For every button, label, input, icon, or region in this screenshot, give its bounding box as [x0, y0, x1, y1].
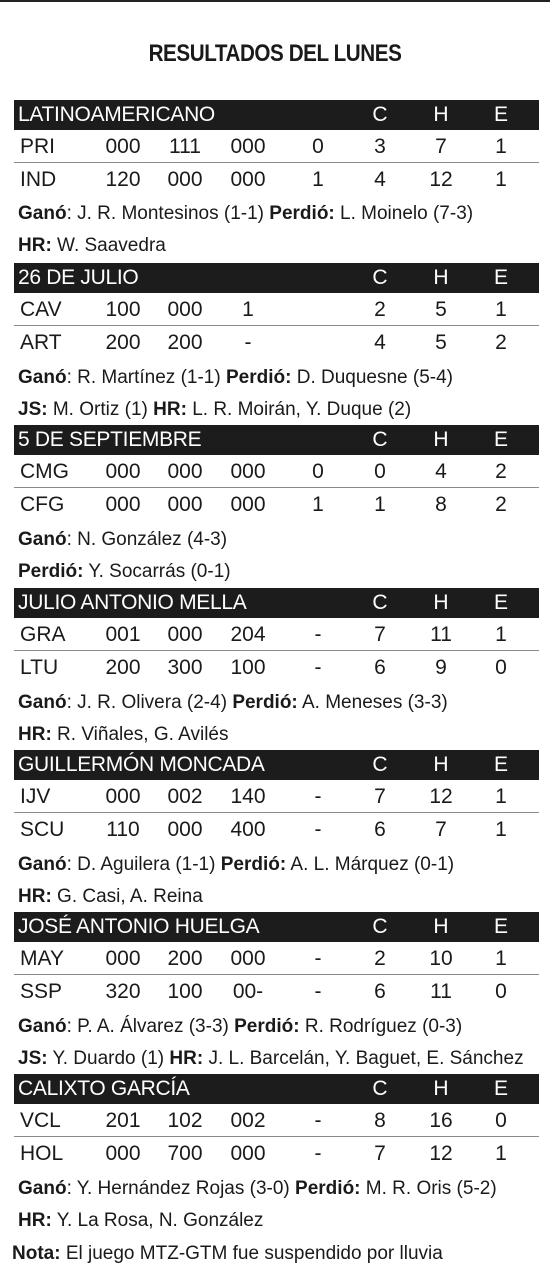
innings-1-3: 000	[105, 460, 141, 483]
runs: 7	[374, 1142, 386, 1165]
note-text: : J. R. Montesinos (1-1)	[66, 203, 270, 224]
innings-4-6: 000	[167, 623, 203, 646]
league-header	[14, 425, 539, 455]
errors: 0	[495, 1109, 507, 1132]
note-text: L. Moinelo (7-3)	[334, 203, 474, 224]
score-row	[14, 488, 539, 520]
game-note	[18, 885, 203, 909]
top-rule	[0, 0, 550, 2]
errors: 1	[495, 298, 507, 321]
note-label: HR:	[18, 1210, 52, 1231]
innings-4-6: 002	[167, 785, 203, 808]
page-title: RESULTADOS DEL LUNES	[148, 40, 402, 67]
game-note	[18, 234, 166, 258]
errors: 1	[495, 168, 507, 191]
note-text: A. Meneses (3-3)	[297, 692, 448, 713]
innings-7-9: 400	[230, 818, 266, 841]
errors: 2	[495, 493, 507, 516]
innings-7-9: 100	[230, 656, 266, 679]
note-label: Perdió:	[269, 203, 335, 224]
innings-7-9: 000	[230, 1142, 266, 1165]
column-header: C	[372, 753, 388, 776]
column-header: E	[493, 591, 508, 614]
game-note	[18, 366, 453, 390]
note-label: Perdió:	[295, 1178, 361, 1199]
hits: 11	[430, 623, 452, 646]
hits: 12	[429, 785, 453, 808]
note-text: M. Ortiz (1)	[47, 399, 154, 420]
runs: 4	[374, 331, 386, 354]
innings-4-6: 200	[167, 947, 203, 970]
errors: 1	[495, 785, 507, 808]
runs: 4	[374, 168, 386, 191]
column-header: C	[372, 915, 388, 938]
errors: 0	[495, 980, 507, 1003]
note-label: Ganó	[18, 203, 67, 224]
column-header: H	[433, 428, 449, 451]
column-header: C	[372, 591, 388, 614]
innings-1-3: 000	[105, 1142, 141, 1165]
footnote	[12, 1242, 443, 1266]
league-name: 26 DE JULIO	[18, 266, 139, 289]
innings-4-6: 000	[167, 493, 203, 516]
extra-innings: 0	[312, 135, 324, 158]
column-header: H	[433, 103, 449, 126]
column-header: C	[372, 103, 388, 126]
innings-1-3: 201	[105, 1109, 141, 1132]
hits: 16	[429, 1109, 453, 1132]
league-header	[14, 912, 539, 942]
game-block	[14, 100, 539, 195]
innings-1-3: 000	[105, 135, 141, 158]
note-label: Perdió:	[234, 1016, 300, 1037]
note-text: A. L. Márquez (0-1)	[286, 854, 455, 875]
league-header	[14, 1074, 539, 1104]
game-block	[14, 912, 539, 1007]
errors: 1	[495, 135, 507, 158]
team-code: CMG	[20, 460, 69, 483]
game-note	[18, 1047, 524, 1071]
errors: 2	[495, 460, 507, 483]
innings-1-3: 200	[105, 656, 141, 679]
team-code: LTU	[20, 656, 59, 679]
innings-1-3: 110	[106, 818, 140, 841]
game-block	[14, 750, 539, 845]
score-row	[14, 813, 539, 845]
game-note	[18, 1015, 462, 1039]
note-label: HR:	[18, 724, 52, 745]
game-block	[14, 1074, 539, 1169]
innings-7-9: -	[244, 331, 252, 354]
column-header: E	[493, 753, 508, 776]
hits: 7	[435, 135, 447, 158]
hits: 10	[429, 947, 453, 970]
extra-innings: -	[314, 1109, 322, 1132]
innings-1-3: 001	[105, 623, 141, 646]
column-header: H	[433, 915, 449, 938]
extra-innings: -	[314, 818, 322, 841]
score-row	[14, 780, 539, 813]
note-label: HR:	[153, 399, 187, 420]
runs: 8	[374, 1109, 386, 1132]
game-note	[18, 691, 448, 715]
game-note	[18, 528, 227, 552]
note-label: JS:	[18, 399, 48, 420]
errors: 1	[495, 1142, 507, 1165]
game-note	[18, 1209, 263, 1233]
team-code: HOL	[20, 1142, 64, 1165]
game-note	[18, 398, 411, 422]
note-label: Ganó	[18, 529, 67, 550]
extra-innings: -	[314, 785, 322, 808]
innings-1-3: 100	[105, 298, 141, 321]
team-code: SCU	[20, 818, 65, 841]
game-note	[18, 202, 473, 226]
note-text: D. Duquesne (5-4)	[291, 367, 454, 388]
note-text: : P. A. Álvarez (3-3)	[66, 1016, 235, 1037]
note-text: R. Rodríguez (0-3)	[299, 1016, 463, 1037]
score-row	[14, 326, 539, 358]
team-code: IND	[20, 168, 57, 191]
extra-innings: -	[314, 623, 322, 646]
hits: 11	[430, 980, 452, 1003]
team-code: CAV	[20, 298, 62, 321]
note-label: Ganó	[18, 854, 67, 875]
footnote-text: El juego MTZ-GTM fue suspendido por lluvia	[60, 1243, 443, 1264]
game-block	[14, 425, 539, 520]
note-label: HR:	[18, 235, 52, 256]
score-row	[14, 618, 539, 651]
team-code: SSP	[20, 980, 63, 1003]
note-text: G. Casi, A. Reina	[51, 886, 203, 907]
innings-4-6: 000	[167, 818, 203, 841]
hits: 8	[435, 493, 447, 516]
note-text: J. L. Barcelán, Y. Baguet, E. Sánchez	[203, 1048, 524, 1069]
score-row	[14, 455, 539, 488]
column-header: C	[372, 1077, 388, 1100]
errors: 1	[495, 947, 507, 970]
innings-1-3: 200	[105, 331, 141, 354]
innings-4-6: 300	[167, 656, 203, 679]
innings-4-6: 000	[167, 298, 203, 321]
innings-1-3: 000	[105, 785, 141, 808]
innings-7-9: 00-	[232, 980, 264, 1003]
team-code: IJV	[20, 785, 51, 808]
extra-innings: -	[314, 656, 322, 679]
innings-7-9: 140	[230, 785, 266, 808]
score-row	[14, 163, 539, 195]
extra-innings: -	[314, 947, 322, 970]
innings-7-9: 000	[230, 493, 266, 516]
runs: 0	[374, 460, 386, 483]
errors: 2	[495, 331, 507, 354]
hits: 7	[435, 818, 447, 841]
runs: 3	[374, 135, 386, 158]
league-name: CALIXTO GARCÍA	[18, 1077, 190, 1100]
game-block	[14, 263, 539, 358]
game-note	[18, 723, 229, 747]
innings-7-9: 000	[230, 460, 266, 483]
innings-4-6: 000	[167, 460, 203, 483]
note-label: Ganó	[18, 1016, 67, 1037]
note-label: Ganó	[18, 1178, 67, 1199]
innings-1-3: 000	[105, 493, 141, 516]
extra-innings: -	[314, 1142, 322, 1165]
game-block	[14, 588, 539, 683]
league-header	[14, 100, 539, 130]
innings-7-9: 1	[242, 298, 254, 321]
innings-7-9: 000	[230, 947, 266, 970]
note-text: : R. Martínez (1-1)	[66, 367, 226, 388]
extra-innings: 1	[312, 493, 324, 516]
note-label: Perdió:	[232, 692, 298, 713]
errors: 1	[495, 818, 507, 841]
innings-4-6: 200	[167, 331, 203, 354]
game-note	[18, 1177, 497, 1201]
note-text: : J. R. Olivera (2-4)	[66, 692, 233, 713]
column-header: H	[433, 591, 449, 614]
column-header: E	[493, 428, 508, 451]
innings-4-6: 111	[169, 135, 201, 158]
runs: 7	[374, 623, 386, 646]
errors: 0	[495, 656, 507, 679]
runs: 6	[374, 818, 386, 841]
column-header: E	[493, 915, 508, 938]
note-label: HR:	[18, 886, 52, 907]
note-text: Y. Socarrás (0-1)	[83, 561, 231, 582]
league-header	[14, 750, 539, 780]
runs: 1	[374, 493, 386, 516]
column-header: C	[372, 428, 388, 451]
team-code: PRI	[20, 135, 56, 158]
team-code: ART	[20, 331, 62, 354]
runs: 2	[374, 947, 386, 970]
runs: 6	[374, 980, 386, 1003]
note-text: M. R. Oris (5-2)	[360, 1178, 497, 1199]
note-label: HR:	[169, 1048, 204, 1069]
team-code: VCL	[20, 1109, 61, 1132]
innings-4-6: 000	[167, 168, 203, 191]
game-note	[18, 560, 231, 584]
hits: 4	[435, 460, 447, 483]
runs: 7	[374, 785, 386, 808]
score-row	[14, 651, 539, 683]
column-header: C	[372, 266, 388, 289]
column-header: E	[493, 266, 508, 289]
team-code: CFG	[20, 493, 65, 516]
hits: 9	[435, 656, 447, 679]
score-row	[14, 942, 539, 975]
innings-7-9: 204	[230, 623, 266, 646]
league-name: GUILLERMÓN MONCADA	[18, 753, 265, 776]
game-note	[18, 853, 454, 877]
innings-4-6: 700	[167, 1142, 203, 1165]
innings-7-9: 000	[230, 135, 266, 158]
runs: 2	[374, 298, 386, 321]
footnote-label: Nota:	[12, 1243, 61, 1264]
note-label: Perdió:	[225, 367, 292, 388]
note-text: L. R. Moirán, Y. Duque (2)	[186, 399, 412, 420]
errors: 1	[495, 623, 507, 646]
note-label: Perdió:	[220, 854, 287, 875]
column-header: E	[493, 103, 508, 126]
innings-4-6: 102	[167, 1109, 203, 1132]
innings-4-6: 100	[167, 980, 203, 1003]
note-label: Ganó	[18, 367, 67, 388]
innings-7-9: 002	[230, 1109, 266, 1132]
runs: 6	[374, 656, 386, 679]
note-label: Ganó	[18, 692, 67, 713]
innings-7-9: 000	[230, 168, 266, 191]
innings-1-3: 320	[105, 980, 141, 1003]
score-row	[14, 1104, 539, 1137]
note-text: R. Viñales, G. Avilés	[51, 724, 229, 745]
league-name: 5 DE SEPTIEMBRE	[18, 428, 202, 451]
hits: 5	[435, 331, 447, 354]
note-text: Y. Duardo (1)	[47, 1048, 170, 1069]
team-code: GRA	[20, 623, 66, 646]
league-name: JOSÉ ANTONIO HUELGA	[18, 915, 260, 938]
hits: 12	[429, 1142, 453, 1165]
note-text: : Y. Hernández Rojas (3-0)	[66, 1178, 296, 1199]
league-name: JULIO ANTONIO MELLA	[18, 591, 247, 614]
column-header: H	[433, 266, 449, 289]
score-row	[14, 130, 539, 163]
team-code: MAY	[20, 947, 64, 970]
note-text: Y. La Rosa, N. González	[51, 1210, 264, 1231]
extra-innings: 1	[312, 168, 324, 191]
innings-1-3: 120	[105, 168, 141, 191]
league-name: LATINOAMERICANO	[18, 103, 215, 126]
note-label: Perdió:	[18, 561, 84, 582]
innings-1-3: 000	[105, 947, 141, 970]
hits: 12	[429, 168, 453, 191]
note-text: : N. González (4-3)	[66, 529, 228, 550]
column-header: E	[493, 1077, 508, 1100]
extra-innings: -	[314, 980, 322, 1003]
column-header: H	[433, 1077, 449, 1100]
note-text: : D. Aguilera (1-1)	[66, 854, 221, 875]
note-text: W. Saavedra	[51, 235, 166, 256]
score-row	[14, 975, 539, 1007]
hits: 5	[435, 298, 447, 321]
league-header	[14, 263, 539, 293]
league-header	[14, 588, 539, 618]
column-header: H	[433, 753, 449, 776]
score-row	[14, 1137, 539, 1169]
note-label: JS:	[18, 1048, 48, 1069]
extra-innings: 0	[312, 460, 324, 483]
score-row	[14, 293, 539, 326]
